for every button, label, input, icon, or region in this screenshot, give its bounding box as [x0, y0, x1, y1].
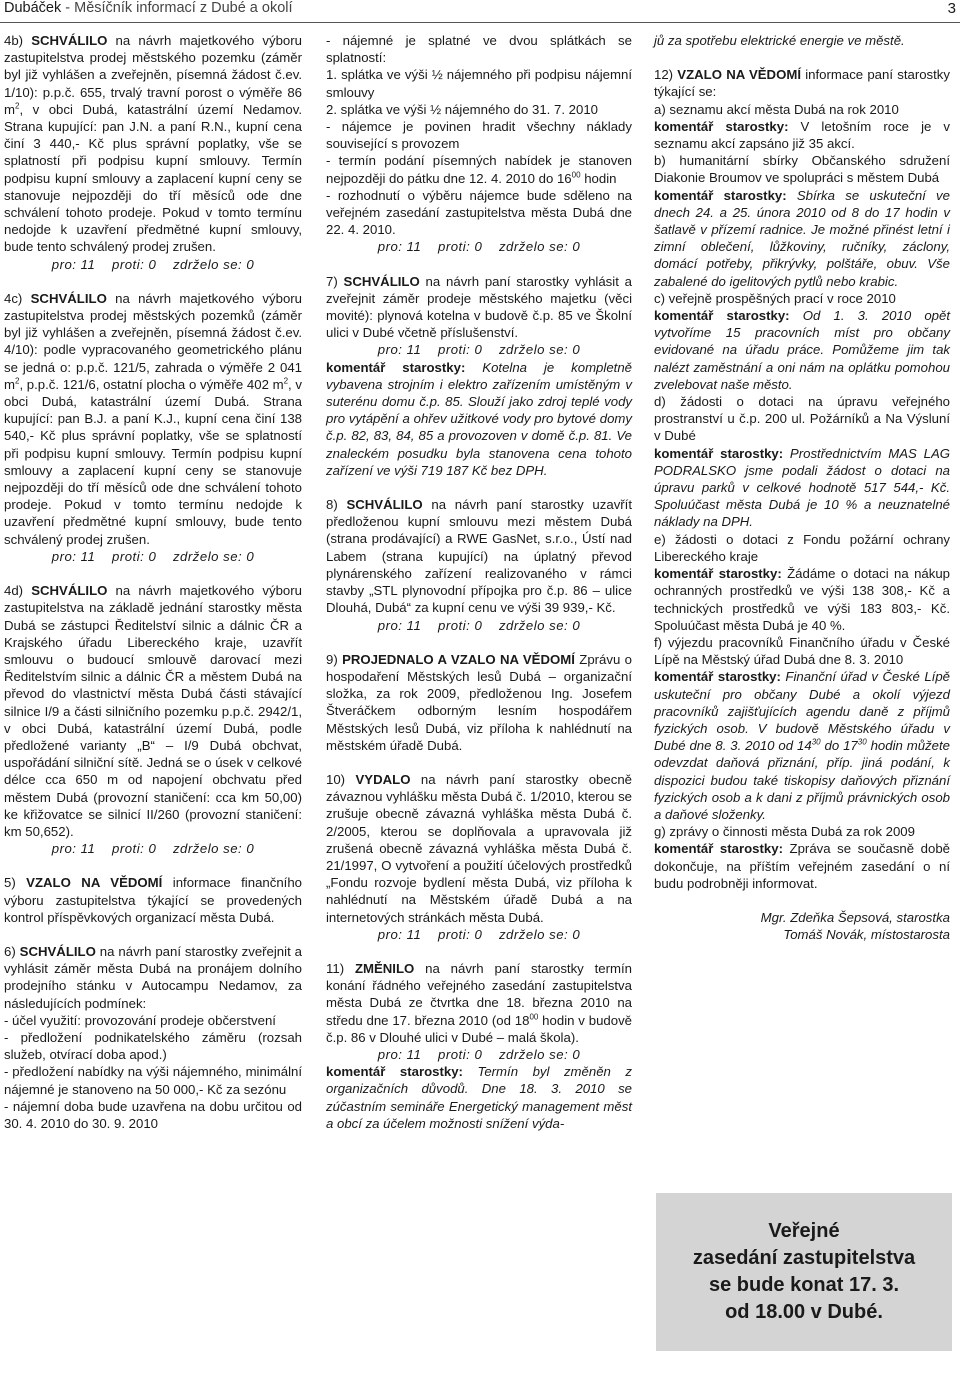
- vote-result: pro: 11 proti: 0 zdrželo se: 0: [51, 256, 255, 272]
- paragraph: 7) SCHVÁLILO na návrh paní starostky vyhlásit a zveřejnit záměr prodeje městského majetku (věci movité): plynová kotelna v budově č.p. 85 ve Školní ulici v Dubé včetně příslušenství.: [326, 273, 632, 341]
- paragraph: e) žádosti o dotaci z Fondu požární ochrany Libereckého kraje: [654, 531, 950, 564]
- paragraph: - nájemce je povinen hradit všechny náklady související s provozem: [326, 119, 632, 152]
- newsletter-subtitle: - Měsíčník informací z Dubé a okolí: [65, 0, 293, 16]
- paragraph: 10) VYDALO na návrh paní starostky obecně závaznou vyhlášku města Dubá č. 1/2010, kterou se zrušuje obecně závazná vyhláška města Dubá č. 2/2005, kterou se doplňovala a upravovala již zrušená obecně závazná vyhláška města Dubá č. 21/1997, O vytvoření a použití účelových prostředků „Fondu rozvoje bydlení města Dubá, viz příloha k nahlédnutí na Městském úřadě Dubá a na internetových stránkách města Dubá.: [326, 771, 632, 925]
- spacer: [326, 634, 632, 651]
- vote-result: pro: 11 proti: 0 zdrželo se: 0: [377, 617, 581, 633]
- spacer: [326, 943, 632, 960]
- meeting-notice-box: [656, 1193, 952, 1351]
- header-divider: [0, 22, 960, 23]
- signature-block: [654, 909, 950, 943]
- vote-result: pro: 11 proti: 0 zdrželo se: 0: [377, 239, 581, 255]
- column-1: [4, 32, 302, 1132]
- spacer: [4, 565, 302, 582]
- paragraph: 11) ZMĚNILO na návrh paní starostky termín konání řádného veřejného zasedání zastupitelstva města Dubá ze čtvrtka dne 18. března 2010 na středu dne 17. března 2010 (od $18^{00}$ hodin v budově č.p. 86 v Dlouhé ulici v Dubé – malá škola).: [326, 960, 632, 1045]
- vote-result: pro: 11 proti: 0 zdrželo se: 0: [377, 926, 581, 942]
- paragraph: d) žádosti o dotaci na úpravu veřejného prostranství u č.p. 200 ul. Požárníků a Na Výsluní v Dubé: [654, 394, 950, 444]
- paragraph: komentář starostky: Od 1. 3. 2010 opět vytvoříme 15 pracovních míst pro občany evidované na úřadu práce. Pomůžeme jim tak nalézt zaměstnání a oni nám na oplátku pomohou zvelebovat naše město.: [654, 308, 951, 392]
- paragraph: b) humanitární sbírky Občanského sdružení Diakonie Broumov ve spolupráci s městem Dubá: [654, 153, 950, 186]
- signature-mayor: Mgr. Zdeňka Šepsová, starostka: [760, 909, 950, 925]
- paragraph: c) veřejně prospěšných prací v roce 2010: [654, 290, 896, 306]
- paragraph: komentář starostky: Kotelna je kompletně vybavena strojním i elektro zařízením umístěným v suterénu domu č.p. 85. Slouží jako zdroj teplé vody pro vytápění a ohřev užitkové vody pro bytové domy č.p. 82, 83, 84, 85 a provozoven v domě č.p. 81. Ve znaleckém posudku byla stanovena cena tohoto zařízení ve výši 719 187 Kč bez DPH.: [326, 359, 632, 478]
- newsletter-name: Dubáček: [4, 0, 62, 16]
- notice-line: Veřejné: [768, 1220, 840, 1242]
- paragraph: a) seznamu akcí města Dubá na rok 2010: [654, 101, 899, 117]
- notice-line: se bude konat 17. 3.: [708, 1274, 900, 1296]
- newsletter-title: [4, 0, 293, 16]
- paragraph: - nájemní doba bude uzavřena na dobu určitou od 30. 4. 2010 do 30. 9. 2010: [4, 1098, 302, 1131]
- vote-result: pro: 11 proti: 0 zdrželo se: 0: [51, 841, 255, 857]
- page-number: 3: [947, 0, 956, 17]
- spacer: [4, 926, 302, 943]
- paragraph: komentář starostky: Žádáme o dotaci na nákup ochranných prostředků ve výši 138 308,- Kč a technických prostředků ve výši 183 803,- Kč. Spoluúčast města Dubá je 40 %.: [654, 566, 950, 633]
- paragraph: 4d) SCHVÁLILO na návrh majetkového výboru zastupitelstva na základě jednání starostky města Dubá se zástupci Ředitelství silnic a dálnic ČR a Krajského úřadu Libereckého kraje, uzavřít smlouvu o budoucí smlouvě darovací mezi Ředitelstvím silnic a dálnic ČR a městem Dubá na převod do vlastnictví města Dubá části stávající silnice I/9 a části silničního pozemku p.p.č. 2942/1, v obci Dubá, katastrální území Dubá, podle předložené varianty „B“ – I/9 Dubá obchvat, uspořádání silniční sítě. Jedná se o úsek v celkové délce cca 650 m od napojení obchvatu před městem Dubá (provozní staničení: cca km 50,00) ke křižovatce se silnicí II/260 (provozní staničení: km 50,652).: [4, 583, 302, 839]
- paragraph: - termín podání písemných nabídek je stanoven nejpozději do pátku dne 12. 4. 2010 do $16^{00}$ hodin: [326, 153, 632, 186]
- paragraph: - nájemné je splatné ve dvou splátkách se splatností:: [326, 33, 632, 66]
- page-header: [0, 0, 960, 22]
- paragraph: komentář starostky: Zpráva se současně době dokončuje, na příštím veřejném zasedání o ní budu podrobněji informovat.: [654, 841, 950, 891]
- paragraph: jů za spotřebu elektrické energie ve městě.: [654, 33, 905, 48]
- paragraph: - rozhodnutí o výběru nájemce bude sděleno na veřejném zasedání zastupitelstva města Dubá dne 22. 4. 2010.: [326, 187, 632, 238]
- paragraph: komentář starostky: Sbírka se uskuteční ve dnech 24. a 25. února 2010 od 8 do 17 hodin v šatlavě v přízemí radnice. Je možné přinést letní i zimní oblečení, lůžkoviny, ručníky, záclony, domácí potřeby, přikrývky, polštáře, obuv. Vše zabalené do igelitových pytlů nebo krabic.: [654, 187, 950, 289]
- paragraph: komentář starostky: Termín byl změněn z organizačních důvodů. Dne 18. 3. 2010 se zúčastním semináře Energetický management měst a obcí za účelem možnosti snížení výda-: [326, 1064, 633, 1131]
- paragraph: 12) VZALO NA VĚDOMÍ informace paní starostky týkající se:: [654, 67, 950, 100]
- notice-line: zasedání zastupitelstva: [692, 1247, 916, 1269]
- paragraph: f) výjezdu pracovníků Finančního úřadu v České Lípě na Městský úřad Dubá dne 8. 3. 2010: [654, 634, 950, 668]
- paragraph: komentář starostky: Prostřednictvím MAS LAG PODRALSKO jsme podali žádost o dotaci na úpravu parků v celkové hodnotě 517 544,- Kč. Spoluúčast města Dubá je 10 % a neuznatelné náklady na DPH.: [654, 445, 950, 530]
- spacer: [326, 754, 632, 771]
- paragraph: 5) VZALO NA VĚDOMÍ informace finančního výboru zastupitelstva týkající se provedených kontrol příspěvkových organizací města Dubá.: [4, 875, 302, 925]
- spacer: [326, 479, 632, 496]
- spacer: [4, 857, 302, 874]
- vote-result: pro: 11 proti: 0 zdrželo se: 0: [377, 1046, 581, 1062]
- spacer: [654, 49, 950, 66]
- spacer: [654, 892, 950, 909]
- paragraph: 6) SCHVÁLILO na návrh paní starostky zveřejnit a vyhlásit záměr města Dubá na pronájem dolního prodejního stánku v Autocampu Nedamov, za následujících podmínek:: [4, 943, 303, 1011]
- paragraph: 4c) SCHVÁLILO na návrh majetkového výboru zastupitelstva prodej městských pozemků (záměr byl již vyhlášen a zveřejněn, písemná žádost č.ev. 4/10): podle vypracovaného geometrického plánu se jedná o: p.p.č. 121/5, zahrada o výměře 2 041 $m^2$, p.p.č. 121/6, ostatní plocha o výměře 402 $m^2$, v obci Dubá, katastrální území Dubá. Strana kupující: pan B.J. a paní K.J., kupní cena činí 138 540,- Kč plus správní poplatky, vše se splatností při podpisu kupní smlouvy. Termín podpisu kupní smlouvy a zaplacení kupní ceny se stanovuje nejpozději do tří měsíců ode dne schválení tohoto prodeje. Pokud v tomto termínu nedojde k uzavření předmětné kupní smlouvy, bude tento schválený prodej zrušen.: [4, 290, 303, 547]
- paragraph: 8) SCHVÁLILO na návrh paní starostky uzavřít předloženou kupní smlouvu mezi městem Dubá (strana prodávající) a RWE GasNet, s.r.o., Ústí nad Labem (strana kupující) na úplatný převod plynárenského zařízení realizovaného v rámci stavby „STL plynovodní přípojka pro č.p. 86 – ulice Dlouhá, Dubá“ za kupní cenu ve výši 39 939,- Kč.: [326, 497, 633, 616]
- paragraph: 9) PROJEDNALO A VZALO NA VĚDOMÍ Zprávu o hospodaření Městských lesů Dubá – organizační složka, za rok 2009, předloženou Ing. Josefem Štveráčkem odborným lesním hospodářem Městských lesů Dubá, viz příloha k nahlédnutí na městském úřadě Dubá.: [326, 651, 633, 753]
- column-2: [326, 32, 632, 1132]
- spacer: [4, 273, 302, 290]
- paragraph: 1. splátka ve výši ½ nájemného při podpisu nájemní smlouvy: [326, 67, 632, 100]
- paragraph: komentář starostky: V letošním roce je v seznamu akcí zapsáno již 35 akcí.: [654, 118, 951, 152]
- notice-line: od 18.00 v Dubé.: [725, 1301, 883, 1323]
- spacer: [326, 256, 632, 273]
- vote-result: pro: 11 proti: 0 zdrželo se: 0: [51, 548, 255, 564]
- paragraph: 4b) SCHVÁLILO na návrh majetkového výboru zastupitelstva prodej městského pozemku (záměr byl již vyhlášen a zveřejněn, písemná žádost č.ev. 1/10): p.p.č. 655, trvalý travní porost o výměře 86 $m^2$, v obci Dubá, katastrální území Nedamov. Strana kupující: pan J.N. a paní R.N., kupní cena činí 3 440,- Kč plus správní poplatky, vše se splatností při podpisu kupní smlouvy. Termín podpisu kupní smlouvy a zaplacení kupní ceny se stanovuje nejpozději do tří měsíců ode dne schválení tohoto prodeje. Pokud v tomto termínu nedojde k uzavření předmětné kupní smlouvy, bude tento schválený prodej zrušen.: [4, 33, 302, 255]
- paragraph: - předložení nabídky na výši nájemného, minimální nájemné je stanoveno na 50 000,- Kč za sezónu: [4, 1064, 302, 1097]
- vote-result: pro: 11 proti: 0 zdrželo se: 0: [377, 342, 581, 358]
- paragraph: - účel využití: provozování prodeje občerstvení: [4, 1012, 276, 1028]
- column-3: [654, 32, 950, 943]
- paragraph: - předložení podnikatelského záměru (rozsah služeb, otvírací doba apod.): [4, 1029, 302, 1063]
- signature-deputy: Tomáš Novák, místostarosta: [783, 927, 950, 943]
- paragraph: komentář starostky: Finanční úřad v České Lípě uskuteční pro občany Dubé a okolí výjezd pracovníků zajišťujících agendu daně z příjmů fyzických osob. V budově Městského úřadu v Dubé dne 8. 3. 2010 od $14^{30}$ do $17^{30}$ hodin můžete odevzdat daňová přiznání, příp. jiná podání, k dispozici budou také tiskopisy daňových přiznání fyzických osob a k dani z příjmů právnických osob a daňové složenky.: [654, 669, 951, 822]
- paragraph: g) zprávy o činnosti města Dubá za rok 2009: [654, 824, 915, 840]
- paragraph: 2. splátka ve výši ½ nájemného do 31. 7. 2010: [326, 101, 598, 117]
